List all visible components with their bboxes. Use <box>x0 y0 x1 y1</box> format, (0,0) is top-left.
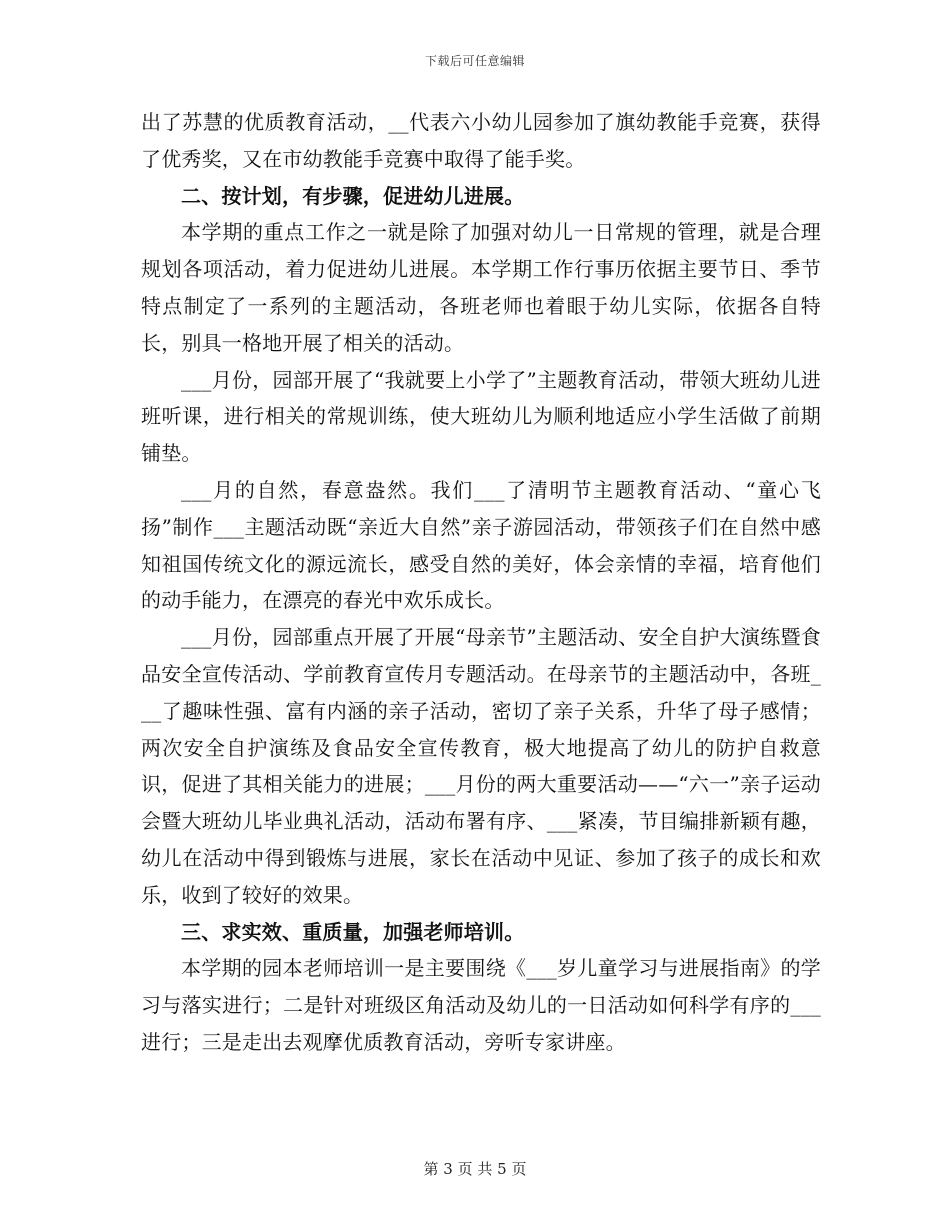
section-heading-3: 三、求实效、重质量，加强老师培训。 <box>181 919 525 944</box>
page-header: 下载后可任意编辑 <box>424 54 525 68</box>
document-body <box>141 104 821 1061</box>
section-heading-2: 二、按计划，有步骤，促进幼儿进展。 <box>181 183 525 208</box>
paragraph: ___月份，园部开展了“我就要上小学了”主题教育活动，带领大班幼儿进班听课，进行相关的常规训练，使大班幼儿为顺利地适应小学生活做了前期铺垫。 <box>141 367 821 466</box>
paragraph-continuation: 出了苏慧的优质教育活动，__代表六小幼儿园参加了旗幼教能手竞赛，获得了优秀奖，又在市幼教能手竞赛中取得了能手奖。 <box>141 110 821 171</box>
page-number: 第 3 页 共 5 页 <box>423 1160 527 1178</box>
paragraph: ___月份，园部重点开展了开展“母亲节”主题活动、安全自护大演练暨食品安全宣传活动、学前教育宣传月专题活动。在母亲节的主题活动中，各班___了趣味性强、富有内涵的亲子活动，密切了亲子关系，升华了母子感情；两次安全自护演练及食品安全宣传教育，极大地提高了幼儿的防护自救意识，促进了其相关能力的进展；___月份的两大重要活动——“六一”亲子运动会暨大班幼儿毕业典礼活动，活动布署有序、___紧凑，节目编排新颖有趣，幼儿在活动中得到锻炼与进展，家长在活动中见证、参加了孩子的成长和欢乐，收到了较好的效果。 <box>141 625 821 907</box>
paragraph: 本学期的园本老师培训一是主要围绕《___岁儿童学习与进展指南》的学习与落实进行；二是针对班级区角活动及幼儿的一日活动如何科学有序的___进行；三是走出去观摩优质教育活动，旁听专家讲座。 <box>141 956 821 1054</box>
paragraph: 本学期的重点工作之一就是除了加强对幼儿一日常规的管理，就是合理规划各项活动，着力促进幼儿进展。本学期工作行事历依据主要节日、季节特点制定了一系列的主题活动，各班老师也着眼于幼儿实际，依据各自特长，别具一格地开展了相关的活动。 <box>141 220 821 355</box>
paragraph: ___月的自然，春意盎然。我们___了清明节主题教育活动、“童心飞扬”制作___主题活动既“亲近大自然”亲子游园活动，带领孩子们在自然中感知祖国传统文化的源远流长，感受自然的美好，体会亲情的幸福，培育他们的动手能力，在漂亮的春光中欢乐成长。 <box>141 477 821 613</box>
